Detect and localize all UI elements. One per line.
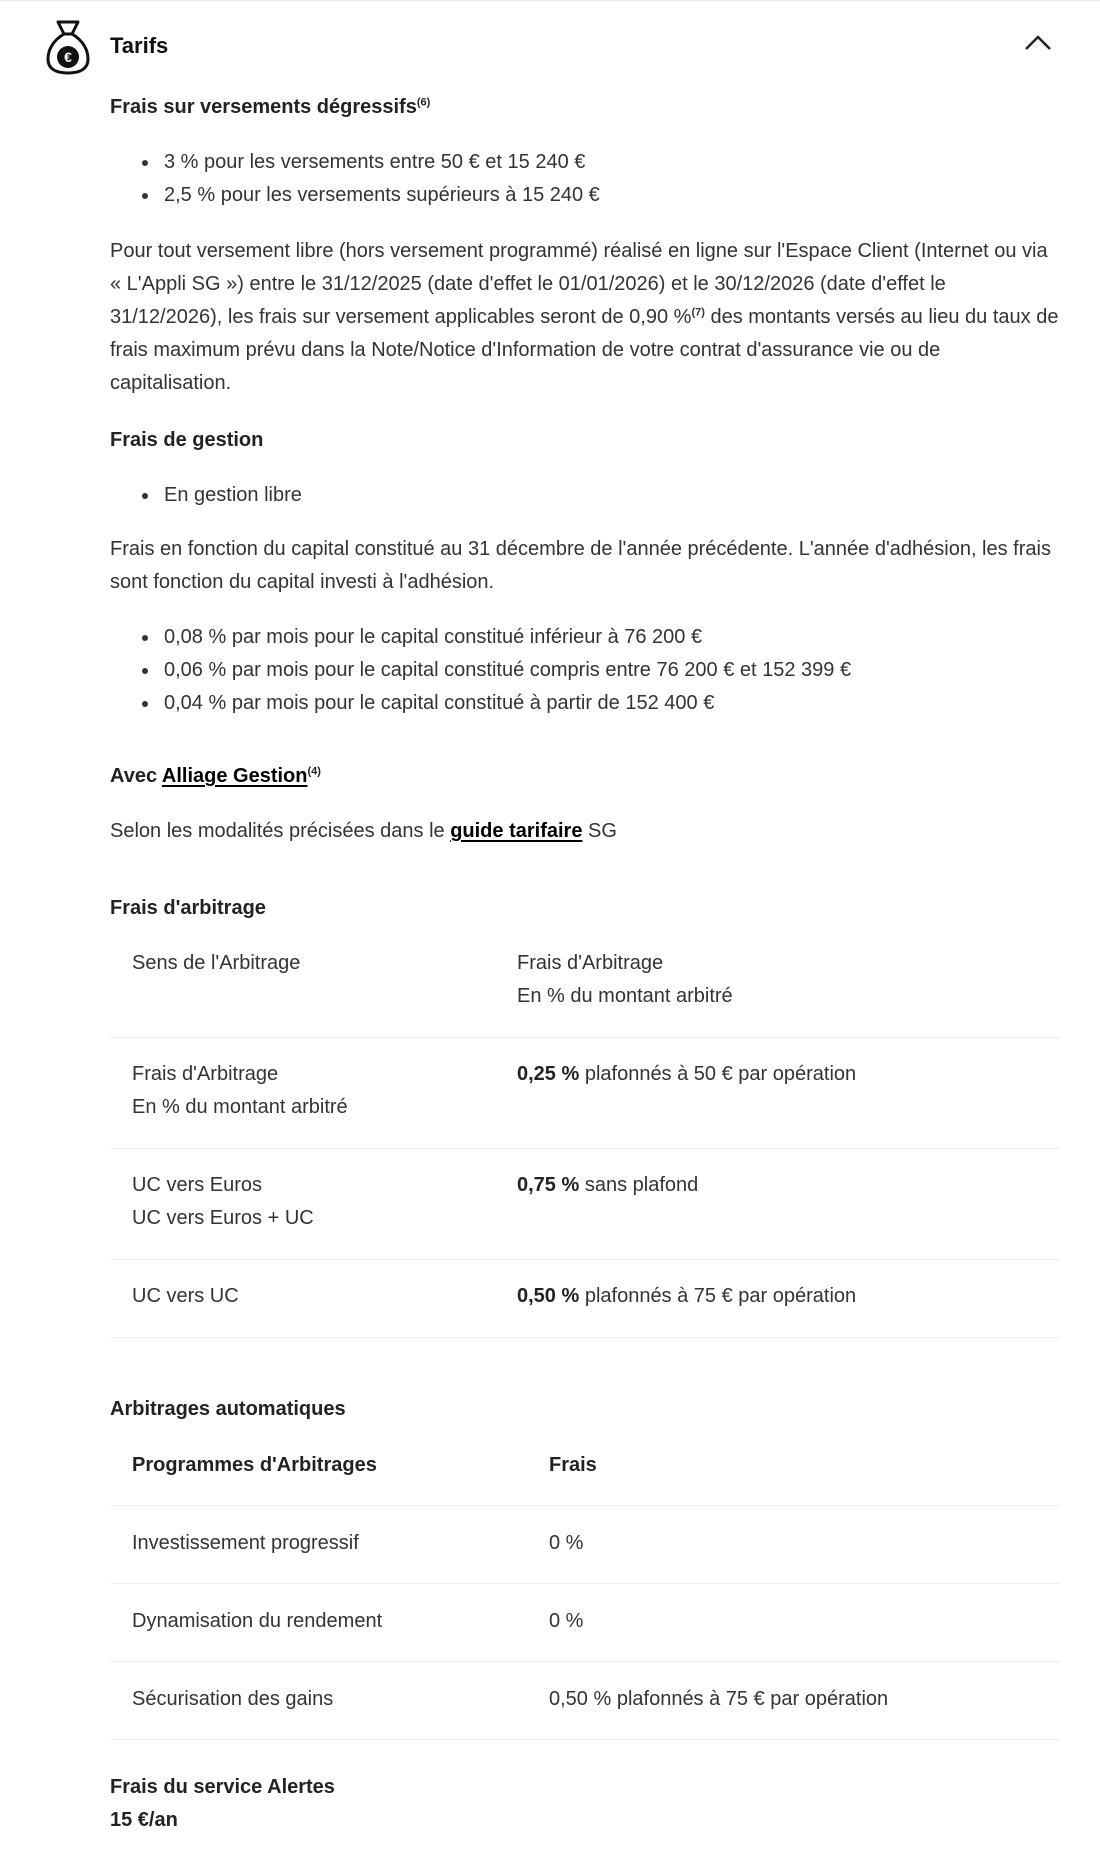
list-item: 2,5 % pour les versements supérieurs à 15 240 €: [110, 179, 1060, 212]
alertes-title: Frais du service Alertes: [110, 1776, 335, 1798]
guide-tarifaire-link[interactable]: guide tarifaire: [450, 820, 583, 842]
table-cell: UC vers Euros UC vers Euros + UC: [132, 1174, 314, 1229]
alliage-gestion-link[interactable]: Alliage Gestion: [161, 765, 308, 787]
automatiques-title: Arbitrages automatiques: [110, 1398, 346, 1420]
table-header-cell: Programmes d'Arbitrages: [132, 1454, 377, 1476]
gestion-rates-list: [110, 621, 1060, 720]
arbitrage-table: [110, 927, 1060, 1338]
table-header-cell: Frais: [549, 1454, 597, 1476]
table-row: [110, 927, 1060, 1038]
tarifs-accordion-header[interactable]: [0, 1, 1100, 93]
table-cell: 0,25 % plafonnés à 50 € par opération: [517, 1063, 857, 1085]
table-cell: UC vers UC: [132, 1285, 239, 1307]
table-row: [110, 1149, 1060, 1260]
list-item: 0,06 % par mois pour le capital constitué compris entre 76 200 € et 152 399 €: [110, 654, 1060, 687]
table-row: [110, 1662, 1060, 1740]
alliage-line: Avec Alliage Gestion$^{(4)}$: [110, 765, 321, 787]
svg-text:€: €: [64, 49, 72, 65]
alertes-price: 15 €/an: [110, 1809, 178, 1831]
gestion-mode-list: [110, 479, 1060, 512]
table-cell: 0,50 % plafonnés à 75 € par opération: [517, 1285, 857, 1307]
table-row: [110, 1038, 1060, 1149]
table-cell: Sens de l'Arbitrage: [132, 952, 301, 974]
list-item: 0,04 % par mois pour le capital constitué à partir de 152 400 €: [110, 687, 1060, 720]
table-row: [110, 1260, 1060, 1338]
versements-title: Frais sur versements dégressifs$^{(6)}$: [110, 96, 431, 118]
list-item: 3 % pour les versements entre 50 € et 15 240 €: [110, 146, 1060, 179]
accordion-title: Tarifs: [110, 33, 169, 58]
automatiques-table: [110, 1427, 1060, 1740]
money-bag-euro-icon: [44, 19, 92, 75]
versements-list: [110, 146, 1060, 212]
table-cell: Dynamisation du rendement: [132, 1610, 383, 1632]
table-header-row: [110, 1427, 1060, 1506]
gestion-paragraph: Frais en fonction du capital constitué au 31 décembre de l'année précédente. L'année d'adhésion, les frais sont fonction du capital investi à l'adhésion.: [110, 538, 1051, 593]
list-item: 0,08 % par mois pour le capital constitué inférieur à 76 200 €: [110, 621, 1060, 654]
table-cell: Frais d'Arbitrage En % du montant arbitré: [517, 952, 733, 1007]
table-cell: Frais d'Arbitrage En % du montant arbitré: [132, 1063, 348, 1118]
list-item: En gestion libre: [110, 479, 1060, 512]
table-cell: 0,75 % sans plafond: [517, 1174, 699, 1196]
table-cell: 0,50 % plafonnés à 75 € par opération: [549, 1688, 889, 1710]
table-cell: 0 %: [549, 1532, 584, 1554]
chevron-up-icon[interactable]: [1022, 31, 1054, 53]
table-row: [110, 1584, 1060, 1662]
gestion-title: Frais de gestion: [110, 429, 264, 451]
table-cell: 0 %: [549, 1610, 584, 1632]
table-cell: Investissement progressif: [132, 1532, 359, 1554]
table-cell: Sécurisation des gains: [132, 1688, 334, 1710]
arbitrage-title: Frais d'arbitrage: [110, 897, 266, 919]
table-row: [110, 1506, 1060, 1584]
versements-paragraph: Pour tout versement libre (hors versement programmé) réalisé en ligne sur l'Espace Client (Internet ou via « L'Appli SG ») entre le 31/12/2025 (date d'effet le 01/01/2026) et le 30/12/2026 (date d'effet le 31/12/2026), les frais sur versement applicables seront de 0,90 %$^{(7)}$ des montants versés au lieu du taux de frais maximum prévu dans la Note/Notice d'Information de votre contrat d'assurance vie ou de capitalisation.: [110, 240, 1059, 394]
selon-line: Selon les modalités précisées dans le guide tarifaire SG: [110, 820, 617, 842]
